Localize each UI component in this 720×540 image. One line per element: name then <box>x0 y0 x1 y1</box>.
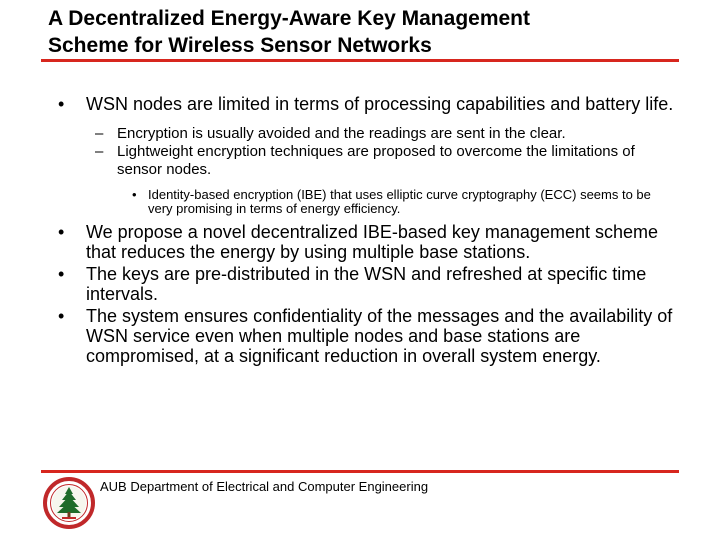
bullet-dot-icon: • <box>58 222 65 242</box>
sub-bullet-text: Lightweight encryption techniques are proposed to overcome the limitations of sensor nodes. <box>117 143 635 178</box>
dash-icon: – <box>95 143 104 160</box>
bullet-dot-icon: • <box>58 264 65 284</box>
bullet-key-predistribution <box>58 264 678 304</box>
slide-title-line1: A Decentralized Energy-Aware Key Management <box>48 7 530 30</box>
bullet-confidentiality <box>58 306 678 366</box>
bullet-dot-icon: • <box>58 306 65 326</box>
title-divider <box>41 59 679 62</box>
bullet-text: We propose a novel decentralized IBE-based key management scheme that reduces the energy by using multiple base stations. <box>86 222 658 262</box>
aub-seal-logo <box>43 475 95 531</box>
sub-bullet-text: Encryption is usually avoided and the readings are sent in the clear. <box>117 125 566 142</box>
bullet-text: The system ensures confidentiality of the messages and the availability of WSN service even when multiple nodes and base stations are compromised, at a significant reduction in overall system energy. <box>86 306 673 366</box>
sub-bullet-encryption-avoided <box>58 125 678 143</box>
footer-department: AUB Department of Electrical and Computer Engineering <box>100 479 429 494</box>
sub-sub-bullet-text: Identity-based encryption (IBE) that uses elliptic curve cryptography (ECC) seems to be very promising in terms of energy efficiency. <box>148 187 651 216</box>
slide-title-line2: Scheme for Wireless Sensor Networks <box>48 34 432 57</box>
sub-sub-bullet-ibe <box>58 188 678 216</box>
bullet-dot-icon: • <box>132 187 137 202</box>
bullet-dot-icon: • <box>58 94 65 114</box>
sub-bullet-lightweight-encryption <box>58 143 678 179</box>
bullet-proposal <box>58 222 678 262</box>
bullet-wsn-limits <box>58 94 678 114</box>
footer-divider <box>41 470 679 473</box>
dash-icon: – <box>95 125 104 142</box>
slide-title <box>48 5 688 59</box>
bullet-text: WSN nodes are limited in terms of processing capabilities and battery life. <box>86 94 674 114</box>
slide-body <box>58 94 678 366</box>
bullet-text: The keys are pre-distributed in the WSN and refreshed at specific time intervals. <box>86 264 647 304</box>
